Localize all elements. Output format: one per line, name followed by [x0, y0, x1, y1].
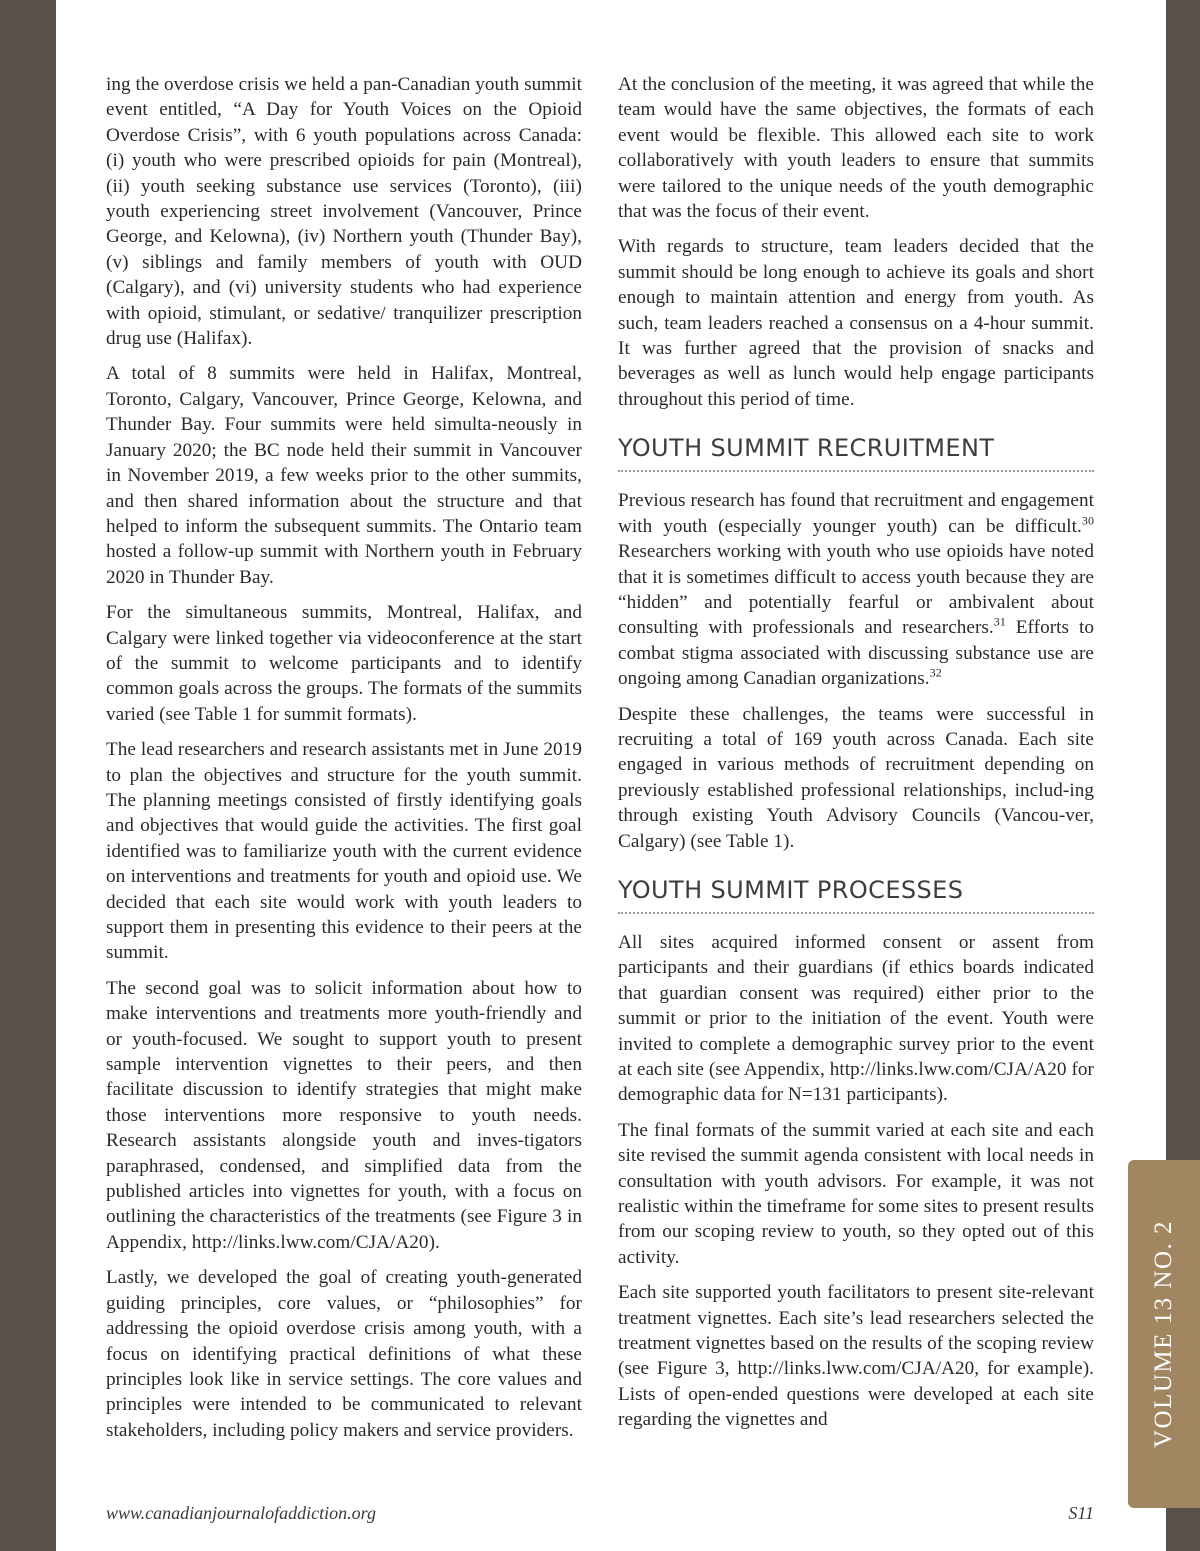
paragraph: The second goal was to solicit information about how to make interventions and treatments more youth-friendly and or youth-focused. We sought to support youth to present sample intervention vignettes to their peers, and then facilitate discussion to identify strategies that might make those interventions more responsive to youth needs. Research assistants alongside youth and inves-tigators paraphrased, condensed, and simplified data from the published articles into vignettes for youth, with a focus on outlining the characteristics of the treatments (see Figure 3 in Appendix, http://links.lww.com/CJA/A20). — [106, 977, 582, 1253]
paragraph: A total of 8 summits were held in Halifax, Montreal, Toronto, Calgary, Vancouver, Prince George, Kelowna, and Thunder Bay. Four summits were held simulta-neously in January 2020; the BC node held their summit in Vancouver in November 2019, a few weeks prior to the other summits, and then shared information about the structure and that helped to inform the subsequent summits. The Ontario team hosted a follow-up summit with Northern youth in February 2020 in Thunder Bay. — [106, 363, 582, 588]
reference-superscript: 30 — [1081, 513, 1094, 528]
paragraph: All sites acquired informed consent or assent from participants and their guardians (if ethics boards indicated that guardian consent was required) either prior to the summit or prior to the initiation of the event. Youth were invited to complete a demographic survey prior to the event at each site (see Appendix, http://links.lww.com/CJA/A20 for demographic data for N=131 participants). — [618, 931, 1094, 1106]
reference-superscript: 31 — [993, 614, 1006, 629]
section-heading-recruitment: YOUTH SUMMIT RECRUITMENT — [618, 434, 1094, 472]
page-number: S11 — [1068, 1503, 1094, 1523]
paragraph: ing the overdose crisis we held a pan-Canadian youth summit event entitled, “A Day for Youth Voices on the Opioid Overdose Crisis”, with 6 youth populations across Canada: (i) youth who were prescribed opioids for pain (Montreal), (ii) youth seeking substance use services (Toronto), (iii) youth experiencing street involvement (Vancouver, Prince George, and Kelowna), (iv) Northern youth (Thunder Bay), (v) siblings and family members of youth with OUD (Calgary), and (vi) university students who had experience with opioid, stimulant, or sedative/ tranquilizer prescription drug use (Halifax). — [106, 74, 582, 350]
paragraph — [618, 488, 1094, 691]
reference-superscript: 32 — [929, 665, 942, 680]
footer-url: www.canadianjournalofaddiction.org — [106, 1503, 377, 1523]
paragraph-text: Previous research has found that recruitment and engagement with youth (especially younger youth) can be difficult. — [618, 490, 1094, 537]
paragraph: The lead researchers and research assistants met in June 2019 to plan the objectives and structure for the youth summit. The planning meetings consisted of firstly identifying goals and objectives that would guide the activities. The first goal identified was to familiarize youth with the current evidence on interventions and treatments for youth and opioid use. We decided that each site would work with youth leaders to support them in presenting this evidence to their peers at the summit. — [106, 739, 582, 964]
paragraph-text: Researchers working with youth who use opioids have noted that it is sometimes difficult to access youth because they are “hidden” and potentially fearful or ambivalent about consulting with professionals and researchers. — [618, 541, 1094, 639]
volume-tab — [1128, 1160, 1200, 1508]
right-column — [618, 72, 1094, 1443]
left-column — [106, 72, 582, 1453]
paragraph-text: Efforts to combat stigma associated with discussing substance use are ongoing among Canadian organizations. — [618, 617, 1094, 690]
paragraph: At the conclusion of the meeting, it was agreed that while the team would have the same objectives, the formats of each event would be flexible. This allowed each site to work collaboratively with youth leaders to ensure that summits were tailored to the unique needs of the youth demographic that was the focus of their event. — [618, 74, 1094, 223]
paragraph: The final formats of the summit varied at each site and each site revised the summit agenda consistent with local needs in consultation with youth advisors. For example, it was not realistic within the timeframe for some sites to present results from our scoping review to youth, so they opted out of this activity. — [618, 1119, 1094, 1268]
section-heading-processes: YOUTH SUMMIT PROCESSES — [618, 876, 1094, 914]
paragraph: For the simultaneous summits, Montreal, Halifax, and Calgary were linked together via videoconference at the start of the summit to welcome participants and to identify common goals across the groups. The formats of the summits varied (see Table 1 for summit formats). — [106, 602, 582, 725]
paragraph: With regards to structure, team leaders decided that the summit should be long enough to achieve its goals and short enough to maintain attention and energy from youth. As such, team leaders reached a consensus on a 4-hour summit. It was further agreed that the provision of snacks and beverages as well as lunch would help engage participants throughout this period of time. — [618, 236, 1094, 410]
volume-label: VOLUME 13 NO. 2 — [1150, 1219, 1177, 1449]
paragraph: Despite these challenges, the teams were successful in recruiting a total of 169 youth across Canada. Each site engaged in various methods of recruitment depending on previously established professional relationships, includ-ing through existing Youth Advisory Councils (Vancou-ver, Calgary) (see Table 1). — [618, 703, 1094, 852]
paragraph: Each site supported youth facilitators to present site-relevant treatment vignettes. Each site’s lead researchers selected the treatment vignettes based on the results of the scoping review (see Figure 3, http://links.lww.com/CJA/A20, for example). Lists of open-ended questions were developed at each site regarding the vignettes and — [618, 1282, 1094, 1431]
paragraph: Lastly, we developed the goal of creating youth-generated guiding principles, core values, or “philosophies” for addressing the opioid overdose crisis among youth, with a focus on identifying practical definitions of what these principles look like in service settings. The core values and principles were intended to be communicated to relevant stakeholders, including policy makers and service providers. — [106, 1267, 582, 1441]
